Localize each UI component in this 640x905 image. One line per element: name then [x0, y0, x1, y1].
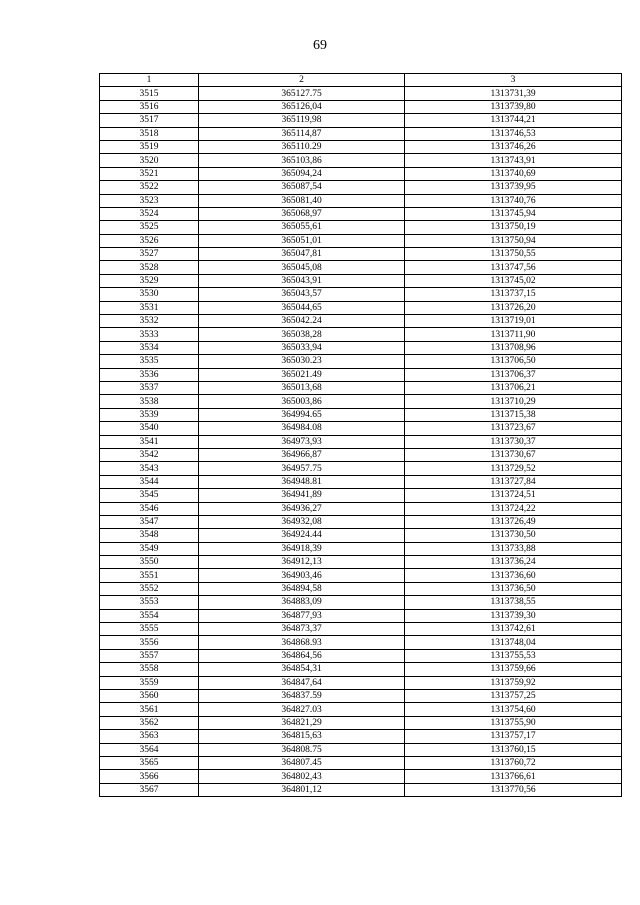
table-row [100, 154, 622, 167]
cell-y-coordinate: 1313724,22 [405, 502, 622, 515]
cell-y-coordinate: 1313747,56 [405, 261, 622, 274]
cell-y-coordinate: 1313727,84 [405, 475, 622, 488]
cell-point-number: 3528 [100, 261, 199, 274]
cell-x-coordinate: 364924.44 [199, 529, 405, 542]
cell-point-number: 3544 [100, 475, 199, 488]
cell-y-coordinate: 1313744,21 [405, 114, 622, 127]
cell-y-coordinate: 1313724,51 [405, 489, 622, 502]
cell-point-number: 3520 [100, 154, 199, 167]
table-row [100, 649, 622, 662]
cell-x-coordinate: 365110.29 [199, 140, 405, 153]
table-row [100, 569, 622, 582]
table-row [100, 87, 622, 100]
cell-point-number: 3548 [100, 529, 199, 542]
cell-point-number: 3519 [100, 140, 199, 153]
table-row [100, 756, 622, 769]
table-row [100, 502, 622, 515]
cell-x-coordinate: 365003,86 [199, 395, 405, 408]
cell-point-number: 3560 [100, 689, 199, 702]
cell-point-number: 3521 [100, 167, 199, 180]
cell-y-coordinate: 1313723,67 [405, 422, 622, 435]
cell-x-coordinate: 365094,24 [199, 167, 405, 180]
table-row [100, 556, 622, 569]
cell-y-coordinate: 1313706,50 [405, 355, 622, 368]
table-row [100, 462, 622, 475]
cell-point-number: 3545 [100, 489, 199, 502]
cell-point-number: 3518 [100, 127, 199, 140]
table-row [100, 422, 622, 435]
table-row [100, 368, 622, 381]
table-row [100, 248, 622, 261]
cell-y-coordinate: 1313739,80 [405, 100, 622, 113]
cell-x-coordinate: 365126,04 [199, 100, 405, 113]
cell-point-number: 3566 [100, 770, 199, 783]
cell-x-coordinate: 364873,37 [199, 623, 405, 636]
table-row [100, 623, 622, 636]
table-row [100, 315, 622, 328]
cell-y-coordinate: 1313711,90 [405, 328, 622, 341]
cell-y-coordinate: 1313760,72 [405, 756, 622, 769]
table-row [100, 663, 622, 676]
cell-y-coordinate: 1313766,61 [405, 770, 622, 783]
page-number: 69 [313, 38, 327, 53]
table-row [100, 770, 622, 783]
table-row [100, 328, 622, 341]
table-row [100, 181, 622, 194]
table-row [100, 489, 622, 502]
cell-x-coordinate: 364973,93 [199, 435, 405, 448]
cell-point-number: 3527 [100, 248, 199, 261]
cell-point-number: 3549 [100, 542, 199, 555]
cell-point-number: 3565 [100, 756, 199, 769]
table-row [100, 207, 622, 220]
cell-y-coordinate: 1313748,04 [405, 636, 622, 649]
cell-x-coordinate: 364864,56 [199, 649, 405, 662]
table-row [100, 301, 622, 314]
table-row [100, 261, 622, 274]
cell-y-coordinate: 1313757,25 [405, 689, 622, 702]
cell-point-number: 3550 [100, 556, 199, 569]
cell-point-number: 3547 [100, 515, 199, 528]
cell-point-number: 3542 [100, 448, 199, 461]
table-row [100, 221, 622, 234]
table-row [100, 609, 622, 622]
cell-y-coordinate: 1313755,53 [405, 649, 622, 662]
cell-y-coordinate: 1313736,60 [405, 569, 622, 582]
cell-point-number: 3522 [100, 181, 199, 194]
cell-x-coordinate: 365114,87 [199, 127, 405, 140]
cell-y-coordinate: 1313759,66 [405, 663, 622, 676]
cell-point-number: 3525 [100, 221, 199, 234]
cell-point-number: 3554 [100, 609, 199, 622]
cell-y-coordinate: 1313750,19 [405, 221, 622, 234]
cell-x-coordinate: 365081,40 [199, 194, 405, 207]
cell-y-coordinate: 1313730,37 [405, 435, 622, 448]
table-row [100, 475, 622, 488]
table-row [100, 689, 622, 702]
cell-y-coordinate: 1313738,55 [405, 596, 622, 609]
cell-x-coordinate: 365044,65 [199, 301, 405, 314]
cell-x-coordinate: 365055,61 [199, 221, 405, 234]
cell-x-coordinate: 365038,28 [199, 328, 405, 341]
cell-x-coordinate: 364877,93 [199, 609, 405, 622]
column-header-point: 1 [100, 74, 199, 87]
cell-point-number: 3535 [100, 355, 199, 368]
cell-y-coordinate: 1313760,15 [405, 743, 622, 756]
table-header-row [100, 74, 622, 87]
cell-y-coordinate: 1313746,26 [405, 140, 622, 153]
table-row [100, 529, 622, 542]
cell-x-coordinate: 365033,94 [199, 341, 405, 354]
cell-point-number: 3517 [100, 114, 199, 127]
cell-point-number: 3541 [100, 435, 199, 448]
column-header-x: 2 [199, 74, 405, 87]
cell-point-number: 3534 [100, 341, 199, 354]
cell-x-coordinate: 364936,27 [199, 502, 405, 515]
table-row [100, 341, 622, 354]
cell-x-coordinate: 364918,39 [199, 542, 405, 555]
cell-x-coordinate: 364894,58 [199, 582, 405, 595]
table-row [100, 100, 622, 113]
cell-y-coordinate: 1313736,50 [405, 582, 622, 595]
cell-point-number: 3538 [100, 395, 199, 408]
cell-point-number: 3532 [100, 315, 199, 328]
cell-point-number: 3556 [100, 636, 199, 649]
cell-point-number: 3531 [100, 301, 199, 314]
cell-point-number: 3536 [100, 368, 199, 381]
table-row [100, 582, 622, 595]
cell-x-coordinate: 364821,29 [199, 716, 405, 729]
cell-y-coordinate: 1313759,92 [405, 676, 622, 689]
table-row [100, 114, 622, 127]
cell-point-number: 3558 [100, 663, 199, 676]
cell-x-coordinate: 365043,91 [199, 274, 405, 287]
cell-x-coordinate: 365103,86 [199, 154, 405, 167]
cell-x-coordinate: 364808.75 [199, 743, 405, 756]
cell-y-coordinate: 1313740,76 [405, 194, 622, 207]
cell-x-coordinate: 364827.03 [199, 703, 405, 716]
cell-y-coordinate: 1313740,69 [405, 167, 622, 180]
table-row [100, 636, 622, 649]
cell-point-number: 3557 [100, 649, 199, 662]
table-row [100, 743, 622, 756]
cell-point-number: 3543 [100, 462, 199, 475]
cell-y-coordinate: 1313733,88 [405, 542, 622, 555]
cell-x-coordinate: 364837.59 [199, 689, 405, 702]
cell-y-coordinate: 1313739,30 [405, 609, 622, 622]
cell-point-number: 3562 [100, 716, 199, 729]
cell-x-coordinate: 365127.75 [199, 87, 405, 100]
table-row [100, 234, 622, 247]
column-header-y: 3 [405, 74, 622, 87]
table-row [100, 783, 622, 796]
cell-x-coordinate: 364941,89 [199, 489, 405, 502]
cell-x-coordinate: 365013,68 [199, 381, 405, 394]
table-body [100, 87, 622, 797]
table-row [100, 676, 622, 689]
cell-point-number: 3567 [100, 783, 199, 796]
cell-x-coordinate: 365030.23 [199, 355, 405, 368]
table-row [100, 730, 622, 743]
table-row [100, 435, 622, 448]
cell-y-coordinate: 1313750,94 [405, 234, 622, 247]
table-row [100, 167, 622, 180]
cell-y-coordinate: 1313745,02 [405, 274, 622, 287]
table-row [100, 448, 622, 461]
cell-y-coordinate: 1313739,95 [405, 181, 622, 194]
cell-x-coordinate: 364948.81 [199, 475, 405, 488]
table-row [100, 515, 622, 528]
cell-point-number: 3540 [100, 422, 199, 435]
cell-y-coordinate: 1313757,17 [405, 730, 622, 743]
table-row [100, 127, 622, 140]
cell-x-coordinate: 365021.49 [199, 368, 405, 381]
table-row [100, 381, 622, 394]
cell-y-coordinate: 1313730,50 [405, 529, 622, 542]
table-row [100, 408, 622, 421]
cell-y-coordinate: 1313710,29 [405, 395, 622, 408]
cell-y-coordinate: 1313746,53 [405, 127, 622, 140]
cell-y-coordinate: 1313745,94 [405, 207, 622, 220]
table-row [100, 274, 622, 287]
cell-x-coordinate: 364883,09 [199, 596, 405, 609]
cell-y-coordinate: 1313737,15 [405, 288, 622, 301]
table-row [100, 288, 622, 301]
cell-y-coordinate: 1313708,96 [405, 341, 622, 354]
cell-x-coordinate: 364815,63 [199, 730, 405, 743]
cell-x-coordinate: 365068,97 [199, 207, 405, 220]
cell-x-coordinate: 365045,08 [199, 261, 405, 274]
cell-point-number: 3546 [100, 502, 199, 515]
cell-point-number: 3529 [100, 274, 199, 287]
cell-x-coordinate: 364994.65 [199, 408, 405, 421]
cell-x-coordinate: 364801,12 [199, 783, 405, 796]
cell-point-number: 3533 [100, 328, 199, 341]
cell-y-coordinate: 1313736,24 [405, 556, 622, 569]
cell-y-coordinate: 1313726,49 [405, 515, 622, 528]
cell-x-coordinate: 365087,54 [199, 181, 405, 194]
table-row [100, 355, 622, 368]
cell-y-coordinate: 1313715,38 [405, 408, 622, 421]
cell-point-number: 3559 [100, 676, 199, 689]
table-row [100, 395, 622, 408]
cell-point-number: 3564 [100, 743, 199, 756]
cell-point-number: 3537 [100, 381, 199, 394]
cell-y-coordinate: 1313706,37 [405, 368, 622, 381]
cell-x-coordinate: 364802,43 [199, 770, 405, 783]
cell-point-number: 3539 [100, 408, 199, 421]
cell-point-number: 3516 [100, 100, 199, 113]
cell-y-coordinate: 1313730,67 [405, 448, 622, 461]
cell-x-coordinate: 364868.93 [199, 636, 405, 649]
cell-y-coordinate: 1313726,20 [405, 301, 622, 314]
cell-x-coordinate: 364903,46 [199, 569, 405, 582]
table-row [100, 194, 622, 207]
cell-point-number: 3523 [100, 194, 199, 207]
table-row [100, 703, 622, 716]
cell-x-coordinate: 365042.24 [199, 315, 405, 328]
table-row [100, 140, 622, 153]
cell-point-number: 3515 [100, 87, 199, 100]
cell-x-coordinate: 365119,98 [199, 114, 405, 127]
table-row [100, 542, 622, 555]
cell-x-coordinate: 364912,13 [199, 556, 405, 569]
cell-point-number: 3553 [100, 596, 199, 609]
cell-x-coordinate: 364847,64 [199, 676, 405, 689]
cell-y-coordinate: 1313770,56 [405, 783, 622, 796]
cell-x-coordinate: 365051,01 [199, 234, 405, 247]
cell-x-coordinate: 364807.45 [199, 756, 405, 769]
cell-y-coordinate: 1313731,39 [405, 87, 622, 100]
cell-point-number: 3524 [100, 207, 199, 220]
cell-point-number: 3552 [100, 582, 199, 595]
cell-y-coordinate: 1313729,52 [405, 462, 622, 475]
cell-y-coordinate: 1313706,21 [405, 381, 622, 394]
cell-y-coordinate: 1313750,55 [405, 248, 622, 261]
coordinates-table [99, 73, 622, 797]
cell-point-number: 3555 [100, 623, 199, 636]
cell-x-coordinate: 365047,81 [199, 248, 405, 261]
cell-y-coordinate: 1313743,91 [405, 154, 622, 167]
cell-point-number: 3563 [100, 730, 199, 743]
cell-y-coordinate: 1313719,01 [405, 315, 622, 328]
cell-point-number: 3561 [100, 703, 199, 716]
cell-point-number: 3526 [100, 234, 199, 247]
cell-point-number: 3551 [100, 569, 199, 582]
cell-x-coordinate: 364966,87 [199, 448, 405, 461]
table-row [100, 596, 622, 609]
cell-y-coordinate: 1313755,90 [405, 716, 622, 729]
cell-x-coordinate: 364957.75 [199, 462, 405, 475]
cell-x-coordinate: 364854,31 [199, 663, 405, 676]
cell-x-coordinate: 365043,57 [199, 288, 405, 301]
cell-y-coordinate: 1313742,61 [405, 623, 622, 636]
cell-x-coordinate: 364984.08 [199, 422, 405, 435]
table-row [100, 716, 622, 729]
cell-point-number: 3530 [100, 288, 199, 301]
cell-x-coordinate: 364932,08 [199, 515, 405, 528]
cell-y-coordinate: 1313754,60 [405, 703, 622, 716]
